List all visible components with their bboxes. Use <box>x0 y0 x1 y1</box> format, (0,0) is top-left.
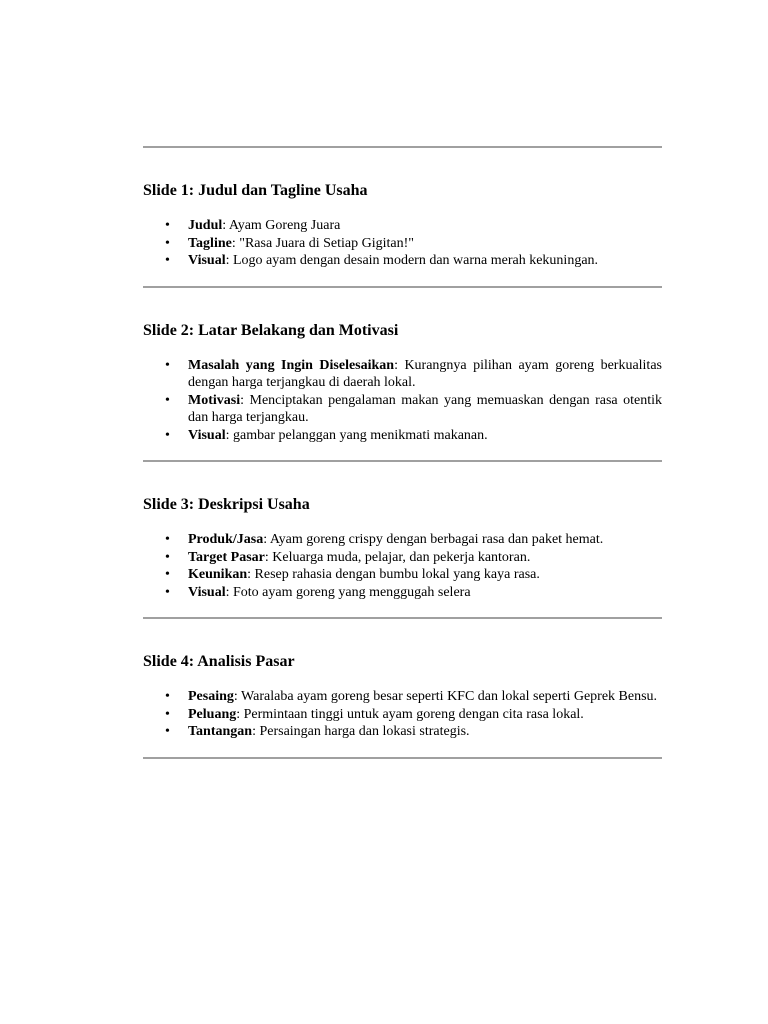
item-text: : Kurangnya pilihan ayam goreng berkualitas dengan harga terjangkau di daerah lokal. <box>188 357 662 390</box>
slide-2-bullet-list <box>143 357 662 445</box>
bullet-icon: • <box>165 235 170 251</box>
item-label: Keunikan <box>188 567 248 582</box>
slide-2-section <box>143 321 662 445</box>
slide-1-heading: Slide 1: Judul dan Tagline Usaha <box>143 182 368 199</box>
item-label: Tantangan <box>188 724 253 739</box>
list-item <box>165 531 662 549</box>
item-label: Motivasi <box>188 392 241 408</box>
horizontal-rule <box>143 617 662 619</box>
item-label: Visual <box>188 584 226 600</box>
slide-3-heading: Slide 3: Deskripsi Usaha <box>143 496 310 513</box>
list-item <box>165 688 662 706</box>
slide-2-heading: Slide 2: Latar Belakang dan Motivasi <box>143 321 399 339</box>
item-text: : Permintaan tinggi untuk ayam goreng dengan cita rasa lokal. <box>236 706 584 722</box>
document-page <box>143 146 662 759</box>
horizontal-rule <box>143 460 662 462</box>
list-item <box>165 549 662 567</box>
slide-1-bullet-list <box>143 217 662 270</box>
bullet-icon: • <box>165 567 170 582</box>
item-text: : Ayam Goreng Juara <box>222 218 341 233</box>
bullet-icon: • <box>165 427 170 443</box>
list-item <box>165 723 662 741</box>
item-label: Pesaing <box>188 689 234 704</box>
item-label: Masalah yang Ingin Diselesaikan <box>188 357 395 373</box>
horizontal-rule <box>143 146 662 148</box>
item-label: Visual <box>188 427 226 443</box>
item-text: : gambar pelanggan yang menikmati makanan. <box>225 427 488 443</box>
list-item <box>165 427 662 445</box>
list-item <box>165 252 662 270</box>
bullet-icon: • <box>165 357 170 373</box>
bullet-icon: • <box>165 689 170 704</box>
list-item <box>165 217 662 235</box>
slide-4-section <box>143 652 662 741</box>
bullet-icon: • <box>165 253 170 268</box>
slide-3-section <box>143 495 662 601</box>
item-label: Judul <box>188 218 223 233</box>
bullet-icon: • <box>165 706 170 722</box>
item-label: Peluang <box>188 706 237 722</box>
bullet-icon: • <box>165 392 170 408</box>
bullet-icon: • <box>165 532 170 547</box>
slide-3-bullet-list <box>143 531 662 601</box>
item-text: : Foto ayam goreng yang menggugah selera <box>225 584 471 600</box>
item-text: : Ayam goreng crispy dengan berbagai rasa dan paket hemat. <box>263 532 604 547</box>
list-item <box>165 392 662 427</box>
item-text: : "Rasa Juara di Setiap Gigitan!" <box>231 235 414 251</box>
item-text: : Waralaba ayam goreng besar seperti KFC dan lokal seperti Geprek Bensu. <box>233 689 658 704</box>
item-label: Produk/Jasa <box>188 532 264 547</box>
item-text: : Menciptakan pengalaman makan yang memuaskan dengan rasa otentik dan harga terjangkau. <box>188 392 662 425</box>
list-item <box>165 706 662 724</box>
bullet-icon: • <box>165 218 170 233</box>
horizontal-rule <box>143 757 662 759</box>
list-item <box>165 566 662 584</box>
slide-1-section <box>143 181 662 270</box>
bullet-icon: • <box>165 724 170 739</box>
item-label: Visual <box>188 253 226 268</box>
item-text: : Resep rahasia dengan bumbu lokal yang kaya rasa. <box>247 567 540 582</box>
list-item <box>165 584 662 602</box>
item-label: Tagline <box>188 235 232 251</box>
item-text: : Keluarga muda, pelajar, dan pekerja kantoran. <box>264 549 531 565</box>
bullet-icon: • <box>165 584 170 600</box>
horizontal-rule <box>143 286 662 288</box>
bullet-icon: • <box>165 549 170 565</box>
item-label: Target Pasar <box>188 549 265 565</box>
item-text: : Logo ayam dengan desain modern dan warna merah kekuningan. <box>225 253 599 268</box>
item-text: : Persaingan harga dan lokasi strategis. <box>252 724 470 739</box>
slide-4-heading: Slide 4: Analisis Pasar <box>143 653 295 670</box>
list-item <box>165 357 662 392</box>
slide-4-bullet-list <box>143 688 662 741</box>
list-item <box>165 235 662 253</box>
